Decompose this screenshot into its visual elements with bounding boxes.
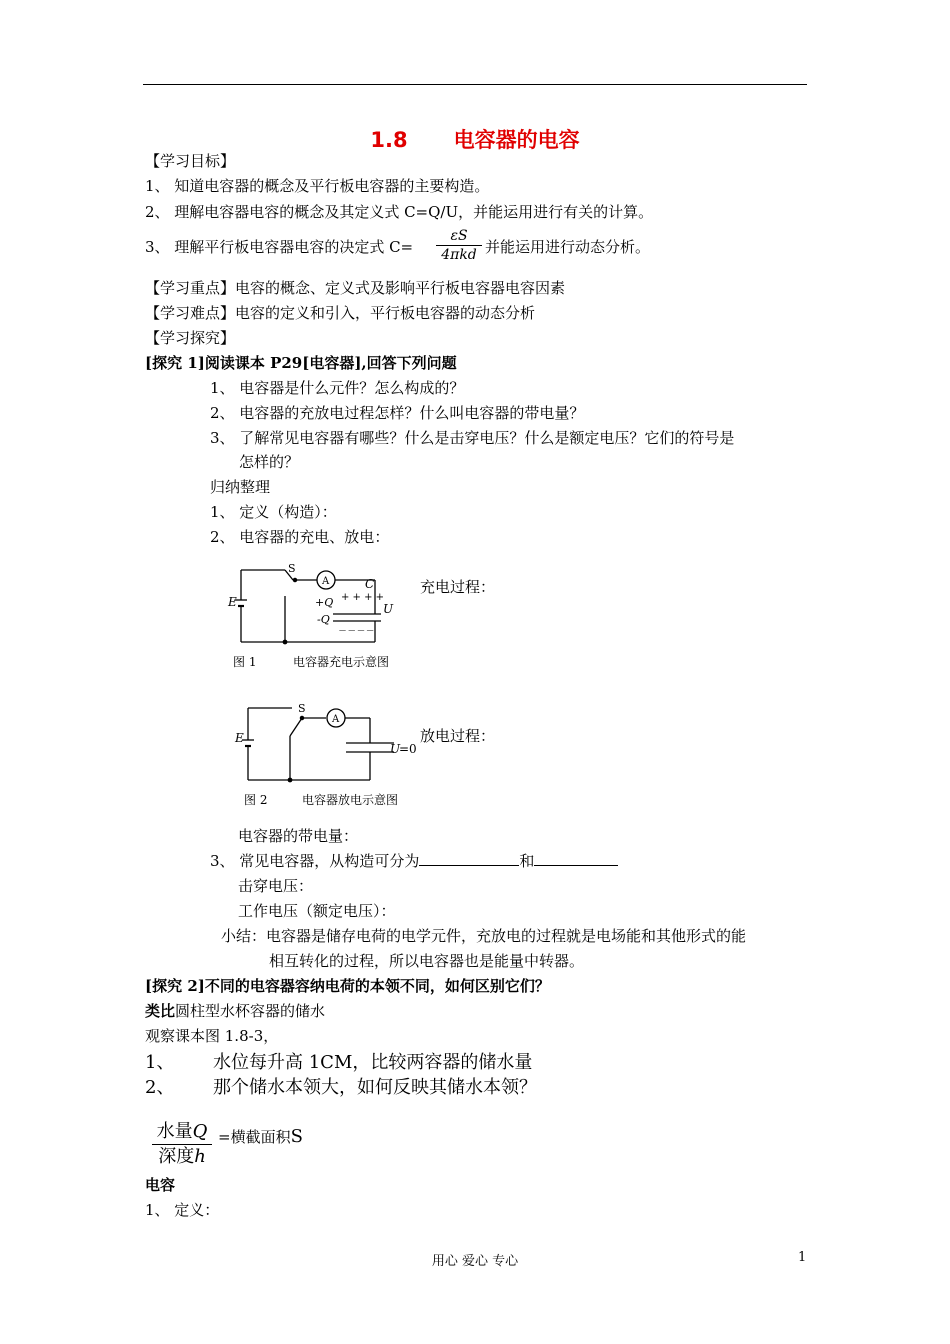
fig1-plusQ-label: +Q xyxy=(315,596,334,609)
summary-1: 1、 定义（构造）： xyxy=(210,503,337,521)
explore2-heading: [探究 2]不同的电容器容纳电荷的本领不同，如何区别它们？ xyxy=(145,977,550,995)
discharging-diagram xyxy=(232,700,422,812)
summary-3-and: 和 xyxy=(519,852,535,870)
objective-2: 2、 理解电容器电容的概念及其定义式 C=Q/U，并能运用进行有关的计算。 xyxy=(145,203,654,221)
capacitance-formula xyxy=(436,227,482,264)
working-voltage: 工作电压（额定电压）： xyxy=(238,902,396,920)
explore1-q2: 2、 电容器的充放电过程怎样？什么叫电容器的带电量？ xyxy=(210,404,585,422)
water-depth: 深度 xyxy=(158,1146,195,1167)
capacitance-definition: 1、 定义： xyxy=(145,1201,220,1219)
explore1-heading: [探究 1]阅读课本 P29[电容器],回答下列问题 xyxy=(145,354,457,372)
fig1-A-label: A xyxy=(322,576,330,587)
answer-blank-2[interactable] xyxy=(534,851,618,866)
fig2-caption-number: 图 2 xyxy=(244,793,268,807)
fig1-minus-signs: — — — — xyxy=(339,626,374,634)
explore2-q1: 水位每升高 1CM，比较两容器的储水量 xyxy=(213,1052,533,1073)
explore-heading: 【学习探究】 xyxy=(145,329,236,347)
objectives-heading: 【学习目标】 xyxy=(145,152,236,170)
analogy-label: 类比 xyxy=(145,1002,176,1020)
water-amount-var: Q xyxy=(192,1121,208,1142)
page-title xyxy=(0,124,950,154)
fig1-caption: 电容器充电示意图 xyxy=(293,655,390,669)
conclusion: 小结：电容器是储存电荷的电学元件，充放电的过程就是电场能和其他形式的能 xyxy=(221,927,747,945)
fig2-A-label: A xyxy=(332,714,340,725)
summary-3-text: 3、 常见电容器，从构造可分为 xyxy=(210,852,420,870)
objective-3: 3、 理解平行板电容器电容的决定式 C= xyxy=(145,238,414,256)
fig1-caption-number: 图 1 xyxy=(233,655,257,669)
water-fraction-rhs xyxy=(218,1126,303,1147)
objective-3-tail: 并能运用进行动态分析。 xyxy=(485,238,651,256)
objective-1: 1、 知道电容器的概念及平行板电容器的主要构造。 xyxy=(145,177,490,195)
explore1-q3-cont: 怎样的？ xyxy=(239,453,300,471)
fig2-E-label: E xyxy=(235,731,244,745)
summary-heading: 归纳整理 xyxy=(210,478,271,496)
section-number: 1.8 xyxy=(370,128,408,152)
water-fraction-denominator xyxy=(152,1145,212,1169)
charge-quantity: 电容器的带电量： xyxy=(238,827,359,845)
header-rule xyxy=(143,84,807,85)
footer-motto: 用心 爱心 专心 xyxy=(431,1254,519,1269)
fig1-U-label: U xyxy=(383,602,394,616)
water-fraction xyxy=(152,1120,212,1169)
title-text: 电容器的电容 xyxy=(453,128,580,152)
explore2-q2: 那个储水本领大，如何反映其储水本领？ xyxy=(213,1077,537,1098)
analogy xyxy=(145,1000,325,1021)
fig1-E-label: E xyxy=(228,595,237,609)
fig1-S-label: S xyxy=(288,562,296,575)
fig2-U-label: U xyxy=(390,742,401,756)
formula-denominator: 4πkd xyxy=(441,247,477,263)
explore2-q1-number: 1、 xyxy=(145,1052,175,1073)
fig1-plus-signs: + + + + xyxy=(341,592,385,603)
analogy-text: 圆柱型水杯容器的储水 xyxy=(175,1002,326,1020)
capacitance-heading: 电容 xyxy=(145,1176,176,1194)
cross-section-var: S xyxy=(290,1126,303,1147)
summary-3 xyxy=(210,850,618,871)
charge-process-label: 充电过程： xyxy=(420,578,496,596)
summary-2: 2、 电容器的充电、放电： xyxy=(210,528,390,546)
fig1-C-label: C xyxy=(365,577,375,591)
fig1-minusQ-label: -Q xyxy=(317,613,330,626)
explore2-q2-number: 2、 xyxy=(145,1077,175,1098)
conclusion-cont: 相互转化的过程，所以电容器也是能量中转器。 xyxy=(269,952,585,970)
discharge-process-label: 放电过程： xyxy=(420,727,496,745)
page-number: 1 xyxy=(798,1250,807,1265)
water-amount: 水量 xyxy=(156,1121,193,1142)
fig2-S-label: S xyxy=(298,702,306,715)
breakdown-voltage: 击穿电压： xyxy=(238,877,314,895)
fig2-U-value: =0 xyxy=(399,742,417,756)
answer-blank-1[interactable] xyxy=(419,851,519,866)
charging-diagram xyxy=(225,560,415,675)
water-fraction-numerator xyxy=(152,1120,212,1145)
explore1-q3: 3、 了解常见电容器有哪些？什么是击穿电压？什么是额定电压？它们的符号是 xyxy=(210,429,735,447)
water-depth-var: h xyxy=(194,1146,206,1167)
formula-numerator: εS xyxy=(436,227,482,246)
key-points: 【学习重点】电容的概念、定义式及影响平行板电容器电容因素 xyxy=(145,279,566,297)
fig2-caption: 电容器放电示意图 xyxy=(302,793,399,807)
cross-section-text: =横截面积 xyxy=(218,1128,291,1146)
explore1-q1: 1、 电容器是什么元件？怎么构成的？ xyxy=(210,379,465,397)
difficulties: 【学习难点】电容的定义和引入，平行板电容器的动态分析 xyxy=(145,304,536,322)
observe-note: 观察课本图 1.8-3， xyxy=(145,1027,279,1045)
